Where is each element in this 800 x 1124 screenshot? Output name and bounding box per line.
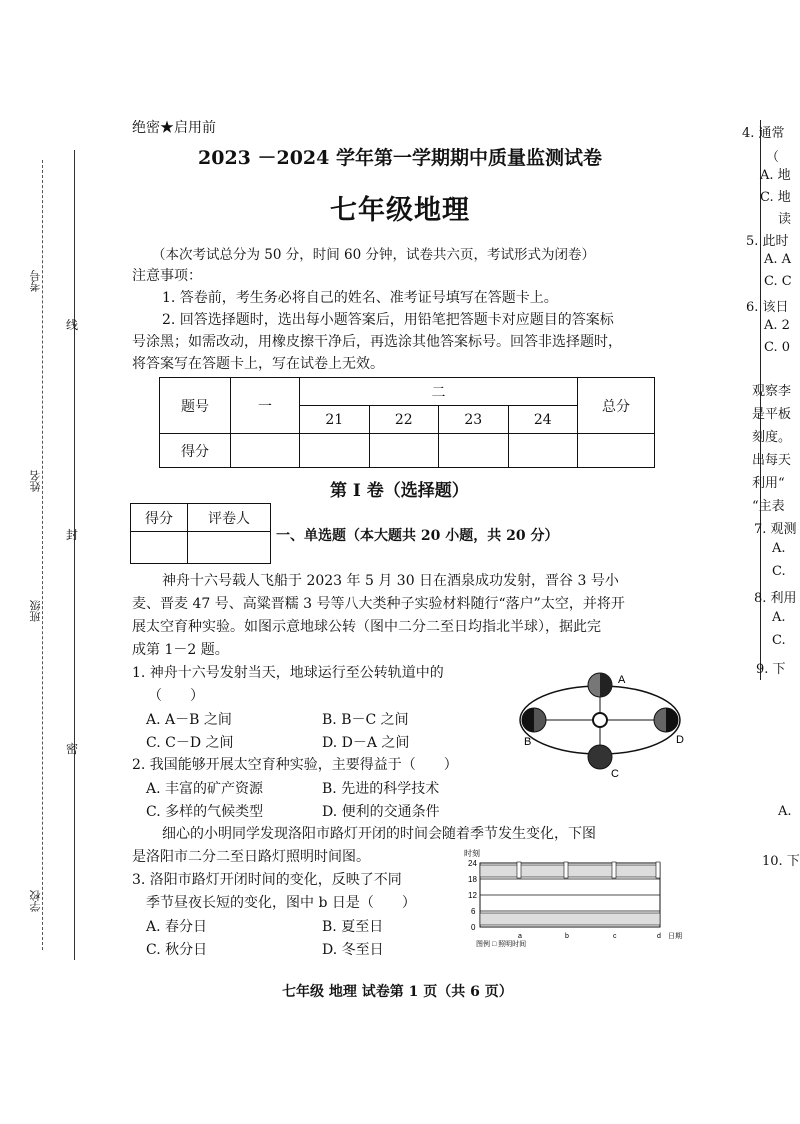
chart-y-tick-6: 6 — [471, 907, 476, 916]
q3-stem-line-1: 3. 洛阳市路灯开闭时间的变化，反映了不同 — [132, 872, 402, 888]
binding-label-exam-number: 考号 — [29, 270, 42, 292]
q3-stem-line-2: 季节昼夜长短的变化，图中 b 日是（ ） — [146, 895, 416, 911]
orbit-label-c: C — [611, 768, 619, 780]
orbit-label-d: D — [676, 734, 684, 746]
score-table-sub-22: 22 — [369, 406, 439, 434]
chart-marker-d — [656, 862, 660, 878]
right-line: C. — [772, 633, 786, 648]
right-line: 7. 观测 — [754, 522, 797, 537]
binding-label-class: 班级 — [29, 600, 42, 622]
passage2-line-1: 细心的小明同学发现洛阳市路灯开闭的时间会随着季节发生变化，下图 — [162, 826, 596, 842]
right-line: 观察李 — [752, 384, 792, 399]
chart-x-tick-b: b — [565, 933, 569, 940]
score-cell — [578, 434, 655, 468]
right-line: 9. 下 — [756, 662, 786, 677]
orbit-label-a: A — [618, 674, 626, 686]
earth-d-shadow — [666, 708, 678, 732]
right-line: “主表 — [752, 499, 785, 514]
chart-y-tick-24: 24 — [468, 859, 477, 868]
score-table-sub-21: 21 — [300, 406, 370, 434]
score-cell — [231, 434, 300, 468]
score-cell — [300, 434, 370, 468]
score-table — [159, 377, 655, 468]
q1-option-b: B. B－C 之间 — [322, 712, 409, 728]
q2-stem: 2. 我国能够开展太空育种实验，主要得益于（ ） — [132, 757, 458, 773]
sun-icon — [593, 713, 607, 727]
exam-title: 2023 －2024 学年第一学期期中质量监测试卷 — [198, 147, 602, 169]
q1-stem: 1. 神舟十六号发射当天，地球运行至公转轨道中的 — [132, 665, 444, 681]
notes-heading: 注意事项： — [132, 268, 202, 284]
chart-x-tick-c: c — [613, 933, 617, 940]
chart-y-tick-0: 0 — [471, 923, 476, 932]
right-line: C. — [772, 564, 786, 579]
chart-x-tick-d: d — [657, 933, 661, 940]
right-line: C. 0 — [764, 340, 791, 355]
q2-option-c: C. 多样的气候类型 — [146, 804, 264, 820]
note-item-2-end: 将答案写在答题卡上，写在试卷上无效。 — [132, 356, 384, 372]
score-cell — [369, 434, 439, 468]
seal-char-line: 线 — [66, 318, 79, 332]
score-cell — [439, 434, 509, 468]
q1-option-a: A. A－B 之间 — [146, 712, 232, 728]
right-line: 读 — [778, 212, 792, 227]
q3-option-b: B. 夏至日 — [322, 919, 384, 935]
right-line: 利用“ — [752, 476, 785, 491]
earth-b-shadow — [522, 708, 534, 732]
q2-option-b: B. 先进的科学技术 — [322, 781, 440, 797]
right-line: C. 地 — [760, 190, 791, 205]
right-line: 6. 该日 — [746, 300, 789, 315]
right-line: A. 地 — [760, 168, 791, 183]
section-heading: 一、单选题（本大题共 20 小题，共 20 分） — [276, 528, 559, 544]
grader-cell — [188, 532, 271, 564]
q3-option-a: A. 春分日 — [146, 919, 208, 935]
lighting-bar-evening — [480, 865, 660, 877]
grader-box-grader: 评卷人 — [188, 504, 271, 532]
q3-option-c: C. 秋分日 — [146, 942, 208, 958]
passage1-line-1: 神舟十六号载人飞船于 2023 年 5 月 30 日在酒泉成功发射，晋谷 3 号小 — [162, 573, 619, 589]
chart-x-tick-a: a — [518, 933, 522, 940]
chart-y-tick-18: 18 — [468, 875, 477, 884]
grader-box-score: 得分 — [131, 504, 188, 532]
q2-option-d: D. 便利的交通条件 — [322, 804, 440, 820]
score-table-sub-23: 23 — [439, 406, 509, 434]
right-line: 出每天 — [752, 453, 792, 468]
right-line: 是平板 — [752, 407, 792, 422]
binding-label-school: 学校 — [29, 890, 42, 912]
right-line: A. — [778, 804, 792, 819]
score-table-score-label: 得分 — [160, 434, 231, 468]
section-title: 第 I 卷（选择题） — [330, 481, 469, 501]
passage1-line-4: 成第 1－2 题。 — [132, 642, 229, 658]
earth-orbit-diagram — [510, 665, 695, 780]
seal-line — [74, 150, 75, 960]
right-line: 4. 通常 — [742, 126, 785, 141]
passage1-line-3: 展太空育种实验。如图示意地球公转（图中二分二至日均指北半球），据此完 — [132, 619, 601, 635]
right-line: （ — [766, 150, 780, 165]
grader-cell — [131, 532, 188, 564]
subject-title: 七年级地理 — [330, 195, 470, 226]
q1-paren: （ ） — [148, 688, 204, 704]
passage2-line-2: 是洛阳市二分二至日路灯照明时间图。 — [132, 849, 370, 865]
q3-option-d: D. 冬至日 — [322, 942, 384, 958]
lighting-bar-morning — [480, 913, 660, 925]
exam-info: （本次考试总分为 50 分，时间 60 分钟，试卷共六页，考试形式为闭卷） — [152, 247, 596, 263]
chart-y-tick-12: 12 — [468, 891, 477, 900]
score-table-sub-24: 24 — [508, 406, 578, 434]
earth-c-icon — [588, 745, 612, 769]
chart-y-title: 时刻 — [464, 849, 480, 858]
q1-option-c: C. C－D 之间 — [146, 735, 234, 751]
passage1-line-2: 麦、晋麦 47 号、高粱晋糯 3 号等八大类种子实验材料随行“落户”太空，并将开 — [132, 596, 625, 612]
page-footer: 七年级 地理 试卷第 1 页（共 6 页） — [282, 984, 513, 1000]
score-table-row-label: 题号 — [160, 378, 231, 434]
score-table-col-one: 一 — [231, 378, 300, 434]
right-line: 10. 下 — [762, 854, 800, 869]
earth-a-shadow — [600, 673, 612, 697]
binding-label-name: 姓名 — [29, 470, 42, 492]
seal-char-secret: 密 — [66, 742, 79, 756]
right-line: A. — [772, 610, 786, 625]
score-table-total: 总分 — [578, 378, 655, 434]
orbit-label-b: B — [524, 736, 532, 748]
right-line: 刻度。 — [752, 430, 792, 445]
chart-marker-c — [612, 862, 616, 878]
note-item-2: 2. 回答选择题时，选出每小题答案后，用铅笔把答题卡对应题目的答案标 — [162, 312, 614, 328]
note-item-2-cont: 号涂黑；如需改动，用橡皮擦干净后，再选涂其他答案标号。回答非选择题时， — [132, 334, 622, 350]
score-table-col-two: 二 — [300, 378, 578, 406]
right-line: A. — [772, 541, 786, 556]
chart-x-title: 日期 — [668, 933, 682, 940]
chart-marker-b — [564, 862, 568, 878]
score-cell — [508, 434, 578, 468]
right-line: 8. 利用 — [754, 591, 797, 606]
q2-option-a: A. 丰富的矿产资源 — [146, 781, 264, 797]
seal-char-seal: 封 — [66, 528, 79, 542]
right-line: A. 2 — [764, 318, 790, 333]
right-line: C. C — [764, 274, 792, 289]
chart-legend: 图例 □ 照明时间 — [476, 941, 527, 948]
lamp-lighting-chart — [462, 848, 694, 948]
chart-marker-a — [517, 862, 521, 878]
grader-box — [130, 503, 271, 564]
note-item-1: 1. 答卷前，考生务必将自己的姓名、准考证号填写在答题卡上。 — [162, 290, 558, 306]
right-line: 5. 此时 — [746, 234, 789, 249]
right-line: A. A — [764, 252, 792, 267]
q1-option-d: D. D－A 之间 — [322, 735, 410, 751]
secret-label: 绝密★启用前 — [132, 120, 216, 136]
